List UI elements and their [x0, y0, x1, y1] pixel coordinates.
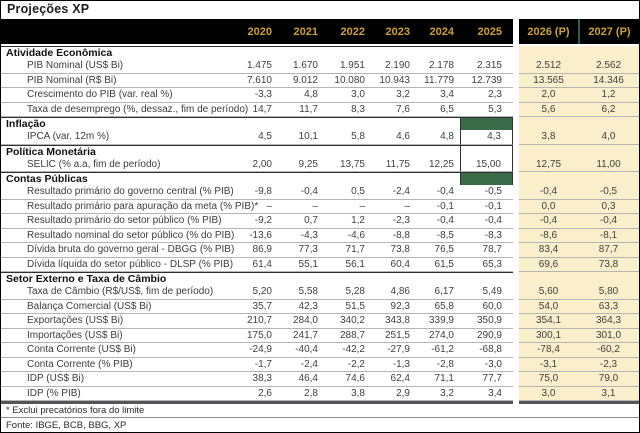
- year-column-header-2020: 2020: [234, 19, 278, 44]
- value-cell-2021: 9.012: [278, 74, 324, 89]
- row-label: Importações (US$ Bi): [1, 329, 234, 344]
- row-label: SELIC (% a.a, fim de período): [1, 158, 234, 173]
- year-column-header-2025: 2025: [460, 19, 513, 44]
- forecast-value-cell-2027: -8,1: [578, 229, 639, 244]
- value-cell-2022: -42,2: [324, 343, 371, 358]
- forecast-value-cell-2027: -60,2: [578, 343, 639, 358]
- value-cell-2024: 11.779: [416, 74, 460, 89]
- row-label: Resultado primário do setor público (% PIB): [1, 214, 234, 229]
- value-cell-2025: 60,0: [460, 300, 513, 315]
- section-empty-cell: [324, 172, 371, 185]
- section-empty-cell: [416, 272, 460, 285]
- value-cell-2025: -0,5: [460, 185, 513, 200]
- table-row-ipca-var-12m: [1, 130, 639, 145]
- value-cell-2022: 3,8: [324, 387, 371, 402]
- forecast-section-cell: [519, 172, 578, 185]
- value-cell-2025: 4,3: [460, 130, 513, 145]
- section-empty-cell: [234, 172, 278, 185]
- section-title: Atividade Econômica: [1, 46, 234, 59]
- forecast-section-cell: [578, 145, 639, 158]
- value-cell-2020: 7.610: [234, 74, 278, 89]
- forecast-section-cell: [578, 172, 639, 185]
- forecast-value-cell-2026: 83,4: [519, 243, 578, 258]
- table-row-idp-pib: [1, 387, 639, 402]
- value-cell-2024: 4,8: [416, 130, 460, 145]
- value-cell-2021: 10,1: [278, 130, 324, 145]
- value-cell-2024: 71,1: [416, 372, 460, 387]
- value-cell-2025: 12.739: [460, 74, 513, 89]
- value-cell-2020: 5,20: [234, 285, 278, 300]
- table-row-crescimento-do-pib-var-real: [1, 88, 639, 103]
- value-cell-2024: 6,17: [416, 285, 460, 300]
- value-cell-2023: 11,75: [371, 158, 416, 173]
- table-row-resultado-primario-do-setor-publico-pib: [1, 214, 639, 229]
- forecast-value-cell-2026: -0,4: [519, 185, 578, 200]
- table-row-pib-nominal-r-bi: [1, 74, 639, 89]
- section-row-inflacao: [1, 117, 639, 130]
- value-cell-2021: 5,58: [278, 285, 324, 300]
- row-label: IDP (% PIB): [1, 387, 234, 402]
- value-cell-2023: -8,8: [371, 229, 416, 244]
- forecast-value-cell-2027: 63,3: [578, 300, 639, 315]
- forecast-value-cell-2027: 4,0: [578, 130, 639, 145]
- value-cell-2023: 10.943: [371, 74, 416, 89]
- forecast-section-cell: [578, 46, 639, 59]
- value-cell-2024: -0,4: [416, 185, 460, 200]
- forecast-value-cell-2027: 87,7: [578, 243, 639, 258]
- row-label: Resultado nominal do setor público (% do PIB): [1, 229, 234, 244]
- table-row-exportacoes-us-bi: [1, 314, 639, 329]
- row-label: Taxa de desemprego (%, dessaz., fim de período): [1, 103, 234, 118]
- section-empty-cell: [234, 272, 278, 285]
- table-row-idp-us-bi: [1, 372, 639, 387]
- value-cell-2025: 77,7: [460, 372, 513, 387]
- value-cell-2023: 4,6: [371, 130, 416, 145]
- section-empty-cell: [324, 46, 371, 59]
- forecast-value-cell-2026: -0,4: [519, 214, 578, 229]
- section-2025-cell: [460, 46, 513, 59]
- value-cell-2020: 14,7: [234, 103, 278, 118]
- forecast-value-cell-2026: -8,6: [519, 229, 578, 244]
- section-empty-cell: [371, 46, 416, 59]
- section-empty-cell: [234, 145, 278, 158]
- table-row-pib-nominal-us-bi: [1, 59, 639, 74]
- forecast-value-cell-2027: 11,00: [578, 158, 639, 173]
- section-empty-cell: [416, 117, 460, 130]
- row-label: Crescimento do PIB (var. real %): [1, 88, 234, 103]
- value-cell-2020: 61,4: [234, 258, 278, 273]
- value-cell-2022: 1,2: [324, 214, 371, 229]
- value-cell-2023: -1,3: [371, 358, 416, 373]
- value-cell-2024: -61,2: [416, 343, 460, 358]
- table-row-conta-corrente-pib: [1, 358, 639, 373]
- row-label: Resultado primário para apuração da meta (% PIB)*: [1, 200, 234, 215]
- value-cell-2024: -2,8: [416, 358, 460, 373]
- forecast-value-cell-2026: -78,4: [519, 343, 578, 358]
- value-cell-2023: 2.190: [371, 59, 416, 74]
- value-cell-2023: 343,8: [371, 314, 416, 329]
- value-cell-2020: 86,9: [234, 243, 278, 258]
- value-cell-2022: 1.951: [324, 59, 371, 74]
- row-label: IDP (US$ Bi): [1, 372, 234, 387]
- value-cell-2023: 60,4: [371, 258, 416, 273]
- value-cell-2022: 288,7: [324, 329, 371, 344]
- value-cell-2021: -40,4: [278, 343, 324, 358]
- value-cell-2024: 2.178: [416, 59, 460, 74]
- section-empty-cell: [416, 145, 460, 158]
- section-title: Setor Externo e Taxa de Câmbio: [1, 272, 234, 285]
- row-label: Resultado primário do governo central (% PIB): [1, 185, 234, 200]
- value-cell-2022: 5,28: [324, 285, 371, 300]
- value-cell-2022: 13,75: [324, 158, 371, 173]
- section-row-atividade-economica: [1, 46, 639, 59]
- section-empty-cell: [278, 117, 324, 130]
- value-cell-2021: 4,8: [278, 88, 324, 103]
- row-label: PIB Nominal (US$ Bi): [1, 59, 234, 74]
- value-cell-2024: -0,4: [416, 214, 460, 229]
- section-empty-cell: [324, 117, 371, 130]
- row-label: Dívida bruta do governo geral - DBGG (% PIB): [1, 243, 234, 258]
- section-empty-cell: [278, 46, 324, 59]
- row-label: Conta Corrente (% PIB): [1, 358, 234, 373]
- value-cell-2023: 251,5: [371, 329, 416, 344]
- value-cell-2022: 8,3: [324, 103, 371, 118]
- value-cell-2025: -68,8: [460, 343, 513, 358]
- forecast-value-cell-2026: 300,1: [519, 329, 578, 344]
- value-cell-2022: 0,5: [324, 185, 371, 200]
- section-2025-cell: [460, 272, 513, 285]
- forecast-value-cell-2026: 2,0: [519, 88, 578, 103]
- forecast-value-cell-2026: 2.512: [519, 59, 578, 74]
- value-cell-2021: 77,3: [278, 243, 324, 258]
- forecast-section-cell: [519, 117, 578, 130]
- page-title: Projeções XP: [7, 2, 90, 16]
- bottom-rule-right: [519, 401, 639, 404]
- value-cell-2023: -2,4: [371, 185, 416, 200]
- value-cell-2023: 73,8: [371, 243, 416, 258]
- value-cell-2022: 3,0: [324, 88, 371, 103]
- value-cell-2024: 61,5: [416, 258, 460, 273]
- table-header: [1, 19, 639, 44]
- value-cell-2024: 339,9: [416, 314, 460, 329]
- section-empty-cell: [278, 145, 324, 158]
- year-column-header-2023: 2023: [371, 19, 416, 44]
- section-title: Inflação: [1, 117, 234, 130]
- value-cell-2020: 38,3: [234, 372, 278, 387]
- table-row-taxa-de-cambio-r-us-fim-de-periodo: [1, 285, 639, 300]
- section-empty-cell: [371, 117, 416, 130]
- value-cell-2020: -3,3: [234, 88, 278, 103]
- forecast-value-cell-2027: -0,4: [578, 214, 639, 229]
- section-empty-cell: [234, 46, 278, 59]
- forecast-value-cell-2027: 6,2: [578, 103, 639, 118]
- value-cell-2020: 35,7: [234, 300, 278, 315]
- value-cell-2021: 9,25: [278, 158, 324, 173]
- highlight-2025-cell: [460, 117, 513, 130]
- row-label: IPCA (var. 12m %): [1, 130, 234, 145]
- forecast-value-cell-2027: 364,3: [578, 314, 639, 329]
- value-cell-2023: 4,86: [371, 285, 416, 300]
- value-cell-2021: -0,4: [278, 185, 324, 200]
- table-row-conta-corrente-us-bi: [1, 343, 639, 358]
- value-cell-2022: -2,2: [324, 358, 371, 373]
- value-cell-2020: 210,7: [234, 314, 278, 329]
- value-cell-2025: 5,49: [460, 285, 513, 300]
- value-cell-2022: 10.080: [324, 74, 371, 89]
- value-cell-2022: –: [324, 200, 371, 215]
- value-cell-2024: 12,25: [416, 158, 460, 173]
- source-note: Fonte: IBGE, BCB, BBG, XP: [6, 419, 127, 431]
- value-cell-2024: -8,5: [416, 229, 460, 244]
- value-cell-2021: 284,0: [278, 314, 324, 329]
- forecast-value-cell-2027: -2,3: [578, 358, 639, 373]
- value-cell-2021: 241,7: [278, 329, 324, 344]
- table-row-resultado-primario-para-apuracao-da-meta: [1, 200, 639, 215]
- value-cell-2022: 74,6: [324, 372, 371, 387]
- section-2025-cell: [460, 145, 513, 158]
- forecast-value-cell-2027: 5,80: [578, 285, 639, 300]
- value-cell-2024: 76,5: [416, 243, 460, 258]
- forecast-value-cell-2027: 1,2: [578, 88, 639, 103]
- value-cell-2022: 71,7: [324, 243, 371, 258]
- value-cell-2023: -27,9: [371, 343, 416, 358]
- value-cell-2022: 5,8: [324, 130, 371, 145]
- section-empty-cell: [371, 172, 416, 185]
- value-cell-2025: 350,9: [460, 314, 513, 329]
- section-empty-cell: [278, 172, 324, 185]
- value-cell-2024: 6,5: [416, 103, 460, 118]
- value-cell-2023: 2,9: [371, 387, 416, 402]
- forecast-value-cell-2027: 73,8: [578, 258, 639, 273]
- value-cell-2022: 340,2: [324, 314, 371, 329]
- forecast-value-cell-2027: 2.562: [578, 59, 639, 74]
- table-row-importacoes-us-bi: [1, 329, 639, 344]
- section-empty-cell: [278, 272, 324, 285]
- table-row-balanca-comercial-us-bi: [1, 300, 639, 315]
- forecast-section-cell: [519, 272, 578, 285]
- forecast-value-cell-2027: 301,0: [578, 329, 639, 344]
- section-title: Contas Públicas: [1, 172, 234, 185]
- value-cell-2021: 42,3: [278, 300, 324, 315]
- value-cell-2020: -24,9: [234, 343, 278, 358]
- value-cell-2025: 2,3: [460, 88, 513, 103]
- forecast-value-cell-2026: 3,8: [519, 130, 578, 145]
- value-cell-2024: 274,0: [416, 329, 460, 344]
- footnote: * Exclui precatórios fora do limite: [1, 404, 639, 418]
- value-cell-2025: 65,3: [460, 258, 513, 273]
- row-label: Exportações (US$ Bi): [1, 314, 234, 329]
- value-cell-2020: -9,8: [234, 185, 278, 200]
- value-cell-2020: 2,6: [234, 387, 278, 402]
- value-cell-2025: 78,7: [460, 243, 513, 258]
- bottom-rule-left: [1, 401, 513, 404]
- forecast-value-cell-2027: 3,1: [578, 387, 639, 402]
- value-cell-2021: 2,8: [278, 387, 324, 402]
- table-row-divida-bruta-do-governo-geral-dbgg-pib: [1, 243, 639, 258]
- forecast-section-cell: [519, 46, 578, 59]
- value-cell-2021: 1.670: [278, 59, 324, 74]
- header-label-cell: [1, 19, 234, 44]
- value-cell-2021: 46,4: [278, 372, 324, 387]
- value-cell-2021: 55,1: [278, 258, 324, 273]
- value-cell-2020: -13,6: [234, 229, 278, 244]
- value-cell-2021: 0,7: [278, 214, 324, 229]
- year-column-header-2027p: 2027 (P): [578, 19, 639, 44]
- section-row-contas-publicas: [1, 172, 639, 185]
- value-cell-2023: 7,6: [371, 103, 416, 118]
- table-row-resultado-nominal-do-setor-publico-do-pi: [1, 229, 639, 244]
- value-cell-2025: 2.315: [460, 59, 513, 74]
- value-cell-2025: -8,3: [460, 229, 513, 244]
- forecast-value-cell-2026: 5,6: [519, 103, 578, 118]
- year-column-header-2026p: 2026 (P): [519, 19, 578, 44]
- forecast-section-cell: [519, 145, 578, 158]
- value-cell-2025: 5,3: [460, 103, 513, 118]
- section-title: Política Monetária: [1, 145, 234, 158]
- forecast-value-cell-2026: 12,75: [519, 158, 578, 173]
- value-cell-2020: -9,2: [234, 214, 278, 229]
- value-cell-2022: 51,5: [324, 300, 371, 315]
- value-cell-2024: 65,8: [416, 300, 460, 315]
- value-cell-2023: 92,3: [371, 300, 416, 315]
- table-row-selic-a-a-fim-de-periodo: [1, 158, 639, 173]
- forecast-value-cell-2026: 75,0: [519, 372, 578, 387]
- row-label: Balança Comercial (US$ Bi): [1, 300, 234, 315]
- value-cell-2021: -2,4: [278, 358, 324, 373]
- value-cell-2023: –: [371, 200, 416, 215]
- table-row-resultado-primario-do-governo-central-pi: [1, 185, 639, 200]
- value-cell-2025: -3,0: [460, 358, 513, 373]
- section-empty-cell: [371, 272, 416, 285]
- forecast-value-cell-2026: 54,0: [519, 300, 578, 315]
- bottom-rule: [1, 401, 639, 404]
- row-label: Taxa de Câmbio (R$/US$, fim de período): [1, 285, 234, 300]
- section-row-politica-monetaria: [1, 145, 639, 158]
- value-cell-2024: 3,4: [416, 88, 460, 103]
- section-empty-cell: [416, 46, 460, 59]
- value-cell-2023: 62,4: [371, 372, 416, 387]
- value-cell-2021: –: [278, 200, 324, 215]
- value-cell-2022: -4,6: [324, 229, 371, 244]
- value-cell-2020: –: [234, 200, 278, 215]
- value-cell-2021: -4,3: [278, 229, 324, 244]
- forecast-value-cell-2026: 3,0: [519, 387, 578, 402]
- forecast-value-cell-2026: 354,1: [519, 314, 578, 329]
- forecast-value-cell-2027: 0,3: [578, 200, 639, 215]
- value-cell-2020: 2,00: [234, 158, 278, 173]
- value-cell-2023: 3,2: [371, 88, 416, 103]
- row-label: Conta Corrente (US$ Bi): [1, 343, 234, 358]
- table-row-divida-liquida-do-setor-publico-dlsp-pib: [1, 258, 639, 273]
- section-empty-cell: [324, 145, 371, 158]
- forecast-value-cell-2026: 5,60: [519, 285, 578, 300]
- section-row-setor-externo-e-taxa-de-cambio: [1, 272, 639, 285]
- year-column-header-2021: 2021: [278, 19, 324, 44]
- forecast-value-cell-2026: 69,6: [519, 258, 578, 273]
- section-empty-cell: [416, 172, 460, 185]
- forecast-value-cell-2026: -3,1: [519, 358, 578, 373]
- value-cell-2020: -1,7: [234, 358, 278, 373]
- highlight-2025-cell: [460, 172, 513, 185]
- forecast-value-cell-2027: 14.346: [578, 74, 639, 89]
- table-body: [1, 46, 639, 401]
- forecast-value-cell-2026: 13.565: [519, 74, 578, 89]
- forecast-section-cell: [578, 117, 639, 130]
- section-empty-cell: [324, 272, 371, 285]
- value-cell-2024: -0,1: [416, 200, 460, 215]
- value-cell-2025: 15,00: [460, 158, 513, 173]
- value-cell-2024: 3,2: [416, 387, 460, 402]
- value-cell-2021: 11,7: [278, 103, 324, 118]
- forecast-value-cell-2026: 0,0: [519, 200, 578, 215]
- value-cell-2025: 3,4: [460, 387, 513, 402]
- value-cell-2025: -0,1: [460, 200, 513, 215]
- section-empty-cell: [234, 117, 278, 130]
- forecast-section-cell: [578, 272, 639, 285]
- forecast-value-cell-2027: -0,5: [578, 185, 639, 200]
- forecast-value-cell-2027: 79,0: [578, 372, 639, 387]
- year-column-header-2022: 2022: [324, 19, 371, 44]
- value-cell-2025: 290,9: [460, 329, 513, 344]
- value-cell-2022: 56,1: [324, 258, 371, 273]
- row-label: Dívida líquida do setor público - DLSP (% PIB): [1, 258, 234, 273]
- year-column-header-2024: 2024: [416, 19, 460, 44]
- value-cell-2023: -2,3: [371, 214, 416, 229]
- value-cell-2020: 175,0: [234, 329, 278, 344]
- section-empty-cell: [371, 145, 416, 158]
- value-cell-2025: -0,4: [460, 214, 513, 229]
- row-label: PIB Nominal (R$ Bi): [1, 74, 234, 89]
- value-cell-2020: 4,5: [234, 130, 278, 145]
- table-row-taxa-de-desemprego-dessaz-fim-de-periodo: [1, 103, 639, 118]
- value-cell-2020: 1.475: [234, 59, 278, 74]
